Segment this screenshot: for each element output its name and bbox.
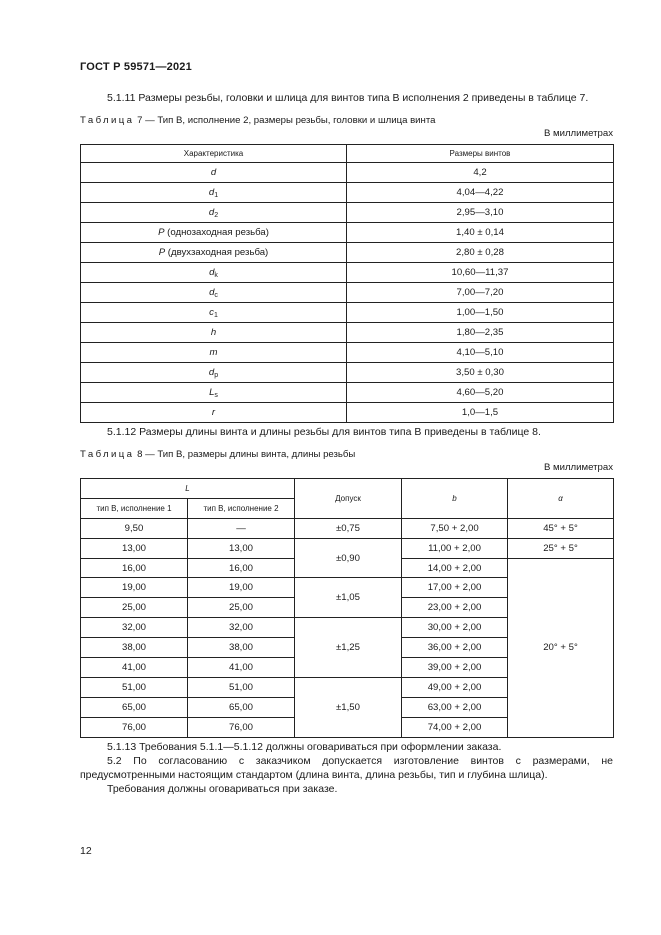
symbol: d (209, 286, 215, 298)
symbol: P (158, 247, 166, 258)
paragraph-5-1-13: 5.1.13 Требования 5.1.1—5.1.12 должны оговариваться при оформлении заказа. (107, 741, 502, 753)
table8-unit-note: В миллиметрах (543, 462, 613, 473)
table8-length-v2-cell: 32,00 (188, 618, 295, 638)
table7-row (81, 363, 614, 383)
paragraph-5-2: 5.2 По согласованию с заказчиком допускается изготовление винтов с размерами, не предусмотренными настоящим стандартом (длина винта, длина резьбы, тип и глубина шлица). (80, 755, 613, 781)
table8-head-version2: тип В, исполнение 2 (188, 498, 295, 518)
table8-thread-length-cell: 63,00 + 2,00 (402, 697, 508, 717)
symbol-subscript: 1 (213, 311, 218, 319)
table7-characteristic-cell (81, 263, 347, 283)
table7-value-cell: 10,60—11,37 (347, 263, 614, 283)
table8-angle-cell: 45° + 5° (508, 518, 614, 538)
paragraph-requirements: Требования должны оговариваться при заказе. (107, 783, 338, 795)
table7-row (81, 243, 614, 263)
symbol-subscript: 2 (214, 211, 219, 219)
table8-length-v2-cell: — (188, 518, 295, 538)
table8-length-v1-cell: 41,00 (81, 658, 188, 678)
table8-tolerance-cell: ±1,05 (295, 578, 402, 618)
table8-length-v1-cell: 76,00 (81, 717, 188, 737)
table7-caption-word: Таблица (80, 115, 135, 126)
table8-length-v1-cell: 9,50 (81, 518, 188, 538)
table7-row (81, 223, 614, 243)
table7-row (81, 203, 614, 223)
table7-value-cell: 1,80—2,35 (347, 323, 614, 343)
symbol-subscript: k (214, 271, 218, 279)
table8-length-v2-cell: 41,00 (188, 658, 295, 678)
table8-length-v1-cell: 51,00 (81, 677, 188, 697)
table8-thread-length-cell: 39,00 + 2,00 (402, 658, 508, 678)
document-code-header: ГОСТ Р 59571—2021 (80, 61, 192, 73)
table7-value-cell: 4,60—5,20 (347, 383, 614, 403)
symbol: m (209, 347, 218, 358)
paragraph-5-1-12: 5.1.12 Размеры длины винта и длины резьбы для винтов типа В приведены в таблице 8. (107, 426, 541, 438)
symbol-subscript: 1 (214, 191, 219, 199)
table8-head-tolerance: Допуск (295, 479, 402, 519)
table8-thread-length-cell: 17,00 + 2,00 (402, 578, 508, 598)
paragraph-5-1-11: 5.1.11 Размеры резьбы, головки и шлица для винтов типа В исполнения 2 приведены в таблице 7. (107, 92, 589, 104)
table7-header-row (81, 145, 614, 163)
table8-tolerance-cell: ±1,50 (295, 677, 402, 737)
table7-value-cell: 1,0—1,5 (347, 403, 614, 423)
table7-col-sizes: Размеры винтов (347, 145, 614, 163)
table7-row (81, 283, 614, 303)
symbol: r (211, 407, 216, 418)
table7-value-cell: 4,2 (347, 163, 614, 183)
symbol: d (208, 206, 215, 218)
table8-length-v1-cell: 16,00 (81, 558, 188, 578)
table8-length-v1-cell: 32,00 (81, 618, 188, 638)
table-8 (80, 478, 614, 738)
table8-head-version1: тип В, исполнение 1 (81, 498, 188, 518)
symbol-subscript: s (214, 391, 218, 399)
table8-row (81, 538, 614, 558)
table7-value-cell: 1,00—1,50 (347, 303, 614, 323)
table7-value-cell: 1,40 ± 0,14 (347, 223, 614, 243)
symbol: L (209, 386, 215, 398)
table8-length-v1-cell: 38,00 (81, 638, 188, 658)
table8-length-v1-cell: 65,00 (81, 697, 188, 717)
table7-characteristic-cell (81, 343, 347, 363)
symbol: h (210, 327, 217, 338)
table8-angle-cell: 25° + 5° (508, 538, 614, 558)
table8-thread-length-cell: 11,00 + 2,00 (402, 538, 508, 558)
table7-characteristic-cell (81, 183, 347, 203)
table7-row (81, 183, 614, 203)
table7-unit-note: В миллиметрах (543, 128, 613, 139)
table8-tolerance-cell: ±0,90 (295, 538, 402, 578)
table8-thread-length-cell: 7,50 + 2,00 (402, 518, 508, 538)
table8-body (81, 518, 614, 737)
table8-angle-cell: 20° + 5° (508, 558, 614, 737)
table8-length-v2-cell: 16,00 (188, 558, 295, 578)
table7-value-cell: 7,00—7,20 (347, 283, 614, 303)
table7-characteristic-cell (81, 163, 347, 183)
table8-caption (80, 449, 355, 460)
table8-length-v2-cell: 25,00 (188, 598, 295, 618)
table7-value-cell: 4,10—5,10 (347, 343, 614, 363)
table7-characteristic-cell (81, 403, 347, 423)
table7-col-characteristic: Характеристика (81, 145, 347, 163)
table7-row (81, 303, 614, 323)
table8-length-v2-cell: 51,00 (188, 677, 295, 697)
table8-caption-text: 8 — Тип В, размеры длины винта, длины резьбы (137, 449, 356, 460)
symbol: d (208, 366, 215, 378)
table8-tolerance-cell: ±1,25 (295, 618, 402, 678)
table7-row (81, 383, 614, 403)
characteristic-note: (однозаходная резьба) (164, 227, 269, 238)
table8-head-L: L (81, 479, 295, 499)
table7-body (81, 163, 614, 423)
symbol-subscript: p (214, 371, 219, 379)
table8-thread-length-cell: 14,00 + 2,00 (402, 558, 508, 578)
table8-length-v1-cell: 13,00 (81, 538, 188, 558)
table8-caption-word: Таблица (80, 449, 135, 460)
table8-row (81, 518, 614, 538)
symbol: d (208, 186, 215, 198)
table8-length-v1-cell: 25,00 (81, 598, 188, 618)
table7-caption-text: 7 — Тип В, исполнение 2, размеры резьбы, головки и шлица винта (137, 115, 436, 126)
table8-header-row-1 (81, 479, 614, 499)
table8-head-alpha: α (508, 479, 614, 519)
table7-value-cell: 2,80 ± 0,28 (347, 243, 614, 263)
table8-length-v2-cell: 19,00 (188, 578, 295, 598)
table8-length-v1-cell: 19,00 (81, 578, 188, 598)
symbol-subscript: c (214, 291, 218, 299)
table7-value-cell: 2,95—3,10 (347, 203, 614, 223)
symbol: d (210, 167, 217, 178)
table8-thread-length-cell: 23,00 + 2,00 (402, 598, 508, 618)
characteristic-note: (двухзаходная резьба) (165, 247, 269, 258)
symbol: P (158, 227, 165, 238)
table7-row (81, 403, 614, 423)
table7-characteristic-cell (81, 223, 347, 243)
table8-length-v2-cell: 38,00 (188, 638, 295, 658)
table7-characteristic-cell (81, 363, 347, 383)
table8-length-v2-cell: 65,00 (188, 697, 295, 717)
symbol: c (209, 306, 214, 318)
table7-value-cell: 4,04—4,22 (347, 183, 614, 203)
table8-length-v2-cell: 76,00 (188, 717, 295, 737)
table7-row (81, 323, 614, 343)
table7-characteristic-cell (81, 303, 347, 323)
table7-characteristic-cell (81, 243, 347, 263)
table8-thread-length-cell: 49,00 + 2,00 (402, 677, 508, 697)
table7-characteristic-cell (81, 283, 347, 303)
table7-row (81, 163, 614, 183)
table7-characteristic-cell (81, 323, 347, 343)
table8-thread-length-cell: 36,00 + 2,00 (402, 638, 508, 658)
table8-thread-length-cell: 30,00 + 2,00 (402, 618, 508, 638)
table7-value-cell: 3,50 ± 0,30 (347, 363, 614, 383)
symbol: d (209, 266, 215, 278)
table7-row (81, 263, 614, 283)
table7-row (81, 343, 614, 363)
table7-characteristic-cell (81, 203, 347, 223)
table-7 (80, 144, 614, 423)
table8-head-b: b (402, 479, 508, 519)
table8-length-v2-cell: 13,00 (188, 538, 295, 558)
table8-thread-length-cell: 74,00 + 2,00 (402, 717, 508, 737)
table8-tolerance-cell: ±0,75 (295, 518, 402, 538)
table7-caption (80, 115, 435, 126)
page-number: 12 (80, 845, 92, 857)
table7-characteristic-cell (81, 383, 347, 403)
